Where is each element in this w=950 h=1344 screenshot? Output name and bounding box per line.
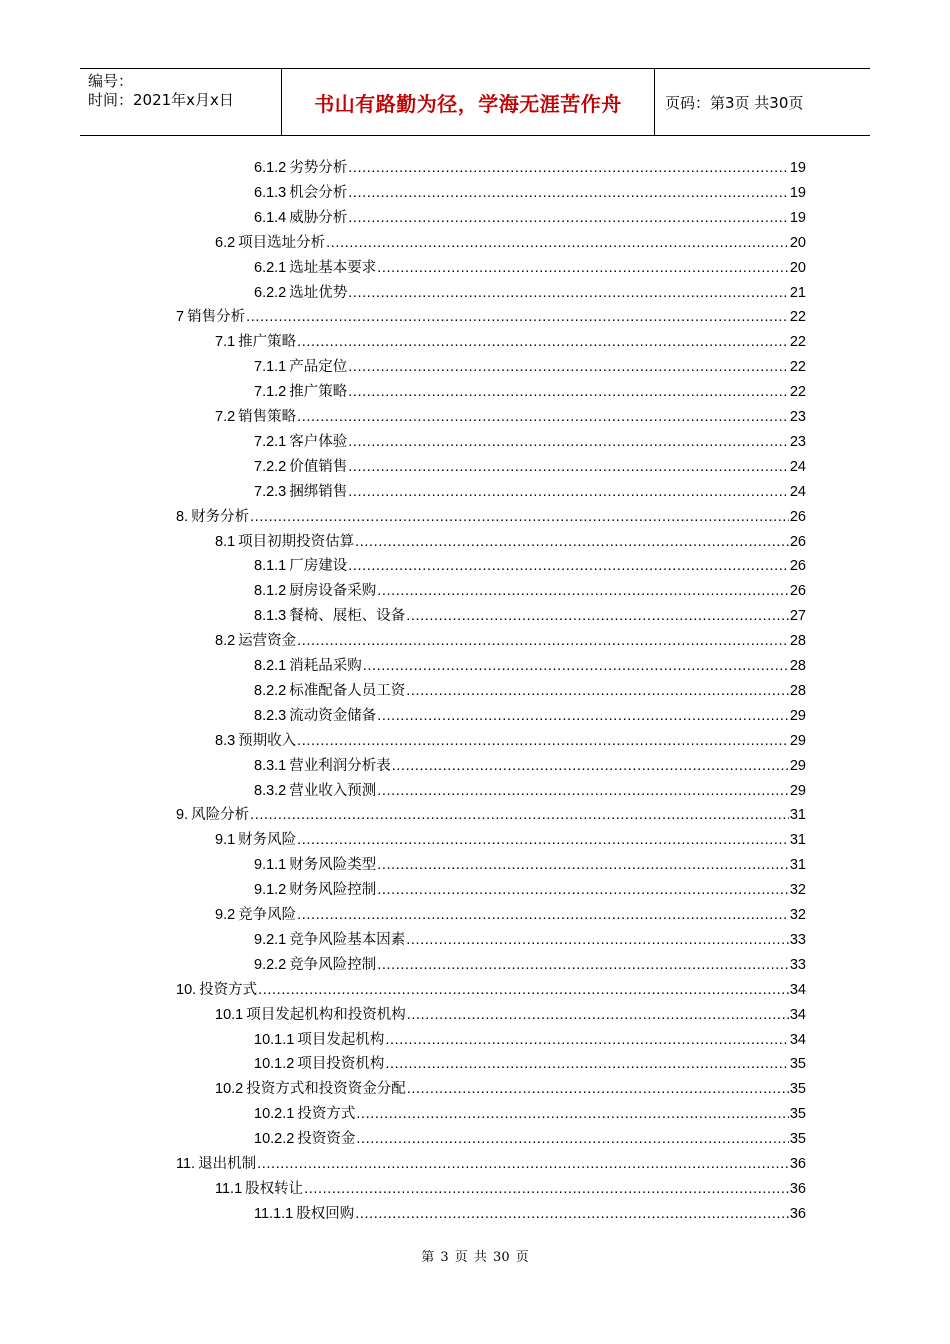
toc-dot-leader (348, 183, 789, 203)
toc-dot-leader (326, 233, 789, 253)
toc-dot-leader (377, 880, 789, 900)
toc-dot-leader (377, 955, 789, 975)
toc-entry-page: 33 (789, 956, 806, 973)
toc-entry-title: 竞争风险基本因素 (289, 931, 406, 948)
toc-entry-number: 8.2 (215, 633, 236, 650)
toc-entry-number: 9.1 (215, 832, 236, 849)
toc-entry-title: 项目发起机构 (297, 1031, 385, 1048)
toc-dot-leader (258, 980, 789, 1000)
toc-dot-leader (407, 1005, 789, 1025)
toc-entry-title: 项目发起机构和投资机构 (246, 1006, 406, 1023)
toc-entry-page: 35 (789, 1081, 806, 1098)
toc-entry-title: 投资方式 (199, 981, 258, 998)
toc-entry-number: 6.1.4 (254, 209, 287, 226)
toc-entry-page: 26 (789, 583, 806, 600)
toc-entry-number: 10.1.2 (254, 1056, 295, 1073)
toc-entry-page: 31 (789, 857, 806, 874)
toc-entry-number: 10.2 (215, 1081, 244, 1098)
toc-entry[interactable] (176, 307, 806, 327)
toc-entry-title: 财务风险控制 (289, 882, 377, 899)
toc-entry-number: 9.1.1 (254, 857, 287, 874)
page-footer: 第 3 页 共 30 页 (421, 1250, 529, 1265)
date-label: 时间：2021年x月x日 (88, 91, 234, 109)
toc-entry-page: 35 (789, 1056, 806, 1073)
toc-dot-leader (348, 432, 789, 452)
toc-entry-number: 7.1 (215, 334, 236, 351)
toc-entry[interactable] (215, 1179, 806, 1199)
toc-entry-page: 19 (789, 184, 806, 201)
toc-entry-title: 价值销售 (289, 458, 348, 475)
toc-dot-leader (297, 332, 789, 352)
toc-entry-number: 6.2.1 (254, 259, 287, 276)
toc-entry-number: 6.2 (215, 234, 236, 251)
toc-entry-page: 21 (789, 284, 806, 301)
toc-entry-page: 36 (789, 1205, 806, 1222)
toc-entry-number: 6.1.3 (254, 184, 287, 201)
toc-entry-page: 29 (789, 732, 806, 749)
toc-entry-page: 33 (789, 931, 806, 948)
toc-entry-number: 9.2 (215, 907, 236, 923)
toc-entry-number: 9. (176, 807, 189, 824)
toc-dot-leader (392, 756, 789, 776)
toc-entry-page: 34 (789, 1031, 806, 1048)
toc-dot-leader (406, 606, 789, 626)
toc-entry-number: 7.1.1 (254, 359, 287, 376)
toc-entry[interactable] (215, 731, 806, 751)
toc-entry[interactable] (254, 283, 806, 303)
toc-entry[interactable] (215, 532, 806, 552)
toc-entry-number: 8.3.1 (254, 757, 287, 774)
toc-entry-number: 8.3.2 (254, 782, 287, 799)
toc-entry-title: 财务风险 (238, 832, 297, 849)
toc-entry[interactable] (254, 158, 806, 178)
toc-entry-number: 9.1.2 (254, 882, 287, 899)
toc-entry-title: 竞争风险控制 (289, 956, 377, 973)
toc-entry-page: 19 (789, 160, 806, 176)
toc-entry-title: 厂房建设 (289, 558, 348, 575)
toc-entry[interactable] (254, 756, 806, 776)
toc-dot-leader (356, 1104, 789, 1124)
toc-entry-page: 34 (789, 981, 806, 998)
toc-entry-title: 餐椅、展柜、设备 (289, 608, 406, 625)
toc-entry-title: 流动资金储备 (289, 707, 377, 724)
toc-entry-title: 消耗品采购 (289, 658, 362, 674)
toc-entry-title: 股权回购 (296, 1205, 355, 1222)
toc-entry[interactable] (176, 507, 806, 527)
header-motto: 书山有路勤为径，学海无涯苦作舟 (314, 91, 622, 116)
toc-entry[interactable] (254, 1104, 806, 1124)
toc-entry-number: 8.1 (215, 533, 236, 550)
toc-dot-leader (377, 855, 789, 875)
toc-entry[interactable] (176, 980, 806, 1000)
toc-dot-leader (297, 731, 789, 751)
toc-entry[interactable] (254, 1204, 806, 1224)
toc-entry-title: 机会分析 (289, 184, 348, 201)
toc-entry-title: 投资方式 (297, 1106, 356, 1123)
toc-entry-title: 退出机制 (198, 1156, 257, 1172)
toc-entry-number: 10.2.1 (254, 1106, 295, 1123)
toc-dot-leader (297, 905, 789, 925)
toc-entry-page: 24 (789, 483, 806, 500)
header-page-info: 页码：第3页 共30页 (665, 93, 804, 112)
toc-dot-leader (385, 1030, 789, 1050)
toc-entry-page: 24 (789, 458, 806, 475)
toc-entry-title: 选址基本要求 (289, 259, 377, 276)
toc-entry[interactable] (176, 1154, 806, 1174)
toc-entry-title: 预期收入 (238, 732, 297, 749)
toc-entry-number: 11.1 (215, 1180, 243, 1197)
toc-dot-leader (377, 781, 789, 801)
toc-entry[interactable] (254, 357, 806, 377)
toc-entry-page: 26 (789, 533, 806, 550)
header-divider (654, 69, 655, 135)
toc-entry-title: 财务分析 (191, 508, 250, 525)
toc-dot-leader (348, 457, 789, 477)
toc-entry[interactable] (215, 1005, 806, 1025)
toc-entry-title: 竞争风险 (238, 907, 297, 923)
toc-entry-page: 35 (789, 1131, 806, 1148)
toc-dot-leader (304, 1179, 789, 1199)
toc-entry-page: 22 (789, 309, 806, 326)
toc-entry-title: 销售策略 (238, 409, 297, 425)
toc-dot-leader (250, 507, 789, 527)
toc-entry-title: 财务风险类型 (289, 857, 377, 874)
toc-dot-leader (348, 283, 789, 303)
toc-entry-page: 32 (789, 907, 806, 923)
toc-entry-page: 31 (789, 807, 806, 824)
toc-entry[interactable] (215, 830, 806, 850)
toc-entry-number: 7.2.1 (254, 433, 287, 450)
header-meta (80, 69, 281, 135)
toc-entry-page: 22 (789, 334, 806, 351)
toc-entry-page: 20 (789, 259, 806, 276)
toc-dot-leader (356, 1129, 789, 1149)
toc-dot-leader (377, 258, 789, 278)
toc-entry-number: 9.2.2 (254, 956, 287, 973)
toc-entry[interactable] (254, 1129, 806, 1149)
toc-entry-page: 20 (789, 234, 806, 251)
toc-dot-leader (348, 556, 789, 576)
toc-dot-leader (407, 1079, 789, 1099)
toc-entry-page: 22 (789, 384, 806, 401)
toc-entry-title: 营业收入预测 (289, 782, 377, 799)
toc-entry[interactable] (254, 258, 806, 278)
toc-entry-page: 31 (789, 832, 806, 849)
toc-entry-number: 8.2.3 (254, 707, 287, 724)
toc-entry[interactable] (254, 432, 806, 452)
toc-entry[interactable] (254, 1054, 806, 1074)
toc-dot-leader (363, 656, 789, 676)
toc-dot-leader (297, 631, 789, 651)
toc-entry-page: 34 (789, 1006, 806, 1023)
toc-entry[interactable] (254, 606, 806, 626)
toc-entry-number: 11.1.1 (254, 1205, 294, 1222)
toc-entry-title: 标准配备人员工资 (289, 682, 406, 699)
toc-entry-page: 22 (789, 359, 806, 376)
toc-entry-number: 9.2.1 (254, 931, 287, 948)
toc-entry-number: 10.2.2 (254, 1131, 295, 1148)
toc-entry-number: 8.2.1 (254, 658, 287, 674)
toc-entry-title: 投资资金 (297, 1131, 356, 1148)
toc-entry[interactable] (254, 855, 806, 875)
toc-entry-page: 29 (789, 757, 806, 774)
toc-entry-page: 27 (789, 608, 806, 625)
toc-dot-leader (348, 382, 789, 402)
toc-entry-number: 7.2.2 (254, 458, 287, 475)
toc-entry[interactable] (176, 805, 806, 825)
serial-label: 编号： (88, 72, 134, 90)
toc-entry-number: 8.1.2 (254, 583, 287, 600)
toc-entry-number: 8. (176, 508, 189, 525)
toc-entry-number: 6.2.2 (254, 284, 287, 301)
toc-entry[interactable] (215, 1079, 806, 1099)
toc-entry[interactable] (254, 681, 806, 701)
toc-entry-title: 选址优势 (289, 284, 348, 301)
toc-entry[interactable] (215, 332, 806, 352)
toc-entry[interactable] (215, 407, 806, 427)
toc-entry[interactable] (254, 930, 806, 950)
toc-entry-title: 营业利润分析表 (289, 757, 391, 774)
toc-dot-leader (406, 930, 789, 950)
toc-entry-title: 股权转让 (245, 1180, 304, 1197)
toc-entry-page: 29 (789, 782, 806, 799)
toc-entry-title: 推广策略 (289, 384, 348, 401)
toc-entry[interactable] (215, 233, 806, 253)
toc-entry-page: 35 (789, 1106, 806, 1123)
toc-entry[interactable] (215, 631, 806, 651)
toc-dot-leader (377, 706, 789, 726)
toc-entry-page: 28 (789, 682, 806, 699)
toc-entry-page: 23 (789, 433, 806, 450)
toc-entry[interactable] (254, 183, 806, 203)
toc-entry-number: 8.1.3 (254, 608, 287, 625)
toc-entry-page: 28 (789, 633, 806, 650)
toc-dot-leader (385, 1054, 789, 1074)
toc-entry-title: 劣势分析 (289, 160, 348, 176)
toc-entry-title: 客户体验 (289, 433, 348, 450)
toc-entry[interactable] (254, 482, 806, 502)
toc-entry-title: 项目选址分析 (238, 234, 326, 251)
toc-entry-title: 威胁分析 (289, 209, 348, 226)
toc-entry[interactable] (254, 556, 806, 576)
toc-entry[interactable] (215, 905, 806, 925)
toc-dot-leader (297, 830, 789, 850)
toc-entry-number: 10. (176, 981, 197, 998)
toc-entry-title: 运营资金 (238, 633, 297, 650)
toc-entry[interactable] (254, 382, 806, 402)
toc-dot-leader (377, 581, 789, 601)
toc-entry-title: 产品定位 (289, 359, 348, 376)
toc-entry-page: 26 (789, 508, 806, 525)
toc-entry-title: 销售分析 (187, 309, 246, 326)
toc-entry-page: 36 (789, 1180, 806, 1197)
toc-dot-leader (355, 532, 789, 552)
toc-entry-page: 23 (789, 409, 806, 425)
toc-entry-number: 7 (176, 309, 185, 326)
toc-entry-page: 28 (789, 658, 806, 674)
toc-entry-number: 6.1.2 (254, 160, 287, 176)
toc-entry[interactable] (254, 706, 806, 726)
toc-dot-leader (246, 307, 789, 327)
toc-entry-title: 厨房设备采购 (289, 583, 377, 600)
toc-dot-leader (257, 1154, 789, 1174)
toc-entry-title: 项目投资机构 (297, 1056, 385, 1073)
toc-entry-number: 8.2.2 (254, 682, 287, 699)
toc-dot-leader (348, 158, 789, 178)
toc-entry-title: 捆绑销售 (289, 483, 348, 500)
toc-entry-number: 10.1.1 (254, 1031, 295, 1048)
toc-entry-number: 11. (176, 1156, 196, 1172)
toc-entry-number: 7.2 (215, 409, 236, 425)
toc-entry-page: 26 (789, 558, 806, 575)
toc-entry[interactable] (254, 781, 806, 801)
toc-entry-number: 8.1.1 (254, 558, 287, 575)
toc-entry-page: 32 (789, 882, 806, 899)
toc-entry[interactable] (254, 457, 806, 477)
toc-entry-number: 7.2.3 (254, 483, 287, 500)
toc-dot-leader (348, 482, 789, 502)
toc-entry-page: 19 (789, 209, 806, 226)
toc-entry-title: 风险分析 (191, 807, 250, 824)
toc-entry[interactable] (254, 1030, 806, 1050)
toc-entry-title: 推广策略 (238, 334, 297, 351)
toc-entry-number: 7.1.2 (254, 384, 287, 401)
toc-entry-number: 10.1 (215, 1006, 244, 1023)
toc-entry[interactable] (254, 656, 806, 676)
toc-entry[interactable] (254, 880, 806, 900)
toc-dot-leader (348, 357, 789, 377)
toc-entry[interactable] (254, 581, 806, 601)
toc-entry-page: 36 (789, 1156, 806, 1172)
toc-dot-leader (406, 681, 789, 701)
page-header (80, 68, 870, 136)
toc-entry-number: 8.3 (215, 732, 236, 749)
toc-dot-leader (250, 805, 789, 825)
toc-dot-leader (355, 1204, 789, 1224)
toc-entry-page: 29 (789, 707, 806, 724)
toc-entry-title: 投资方式和投资资金分配 (246, 1081, 406, 1098)
toc-dot-leader (348, 208, 789, 228)
toc-dot-leader (297, 407, 789, 427)
toc-entry[interactable] (254, 955, 806, 975)
toc-entry-title: 项目初期投资估算 (238, 533, 355, 550)
toc-entry[interactable] (254, 208, 806, 228)
